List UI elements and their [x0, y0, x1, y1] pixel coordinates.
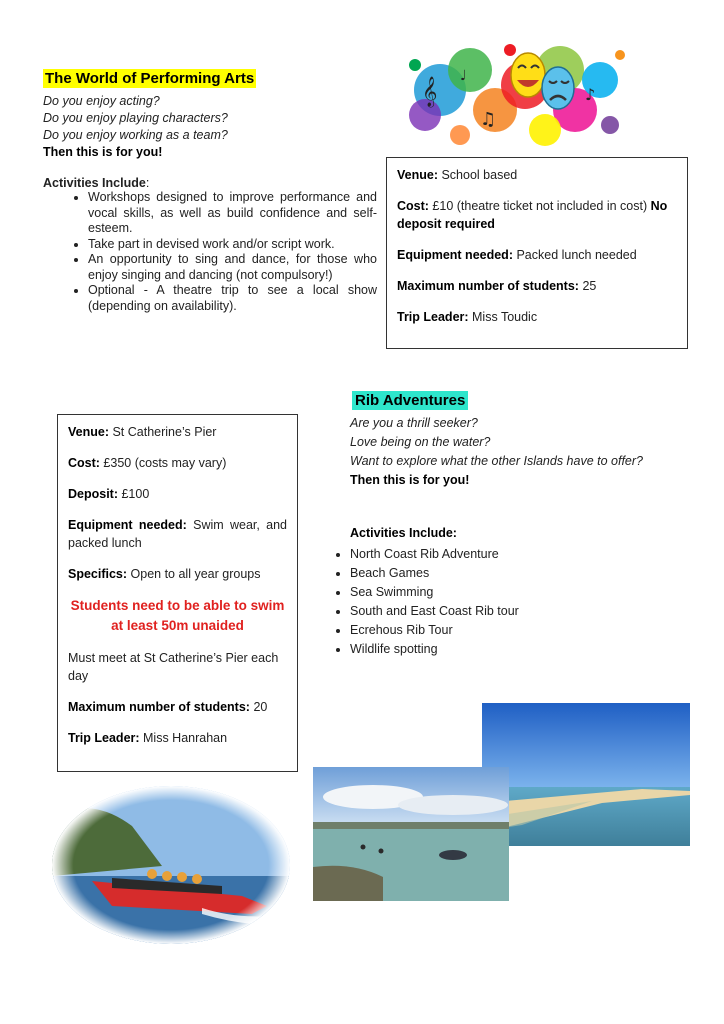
- rib-boat-photo: [52, 786, 290, 944]
- venue-label: Venue:: [68, 425, 109, 439]
- max-students-value: 25: [578, 279, 597, 293]
- venue-value: School based: [438, 168, 518, 182]
- max-students-value: 20: [249, 700, 268, 714]
- list-item: • South and East Coast Rib tour: [350, 602, 519, 621]
- intro-question: Do you enjoy playing characters?: [43, 111, 228, 125]
- equipment-label: Equipment needed:: [397, 248, 513, 262]
- equipment-row: [397, 246, 677, 264]
- swim-requirement-warning: Students need to be able to swim at least 50m unaided: [70, 598, 285, 633]
- activities-list: [43, 190, 377, 314]
- max-students-label: Maximum number of students:: [68, 700, 250, 714]
- rib-intro: [350, 414, 670, 490]
- list-item: • Workshops designed to improve performance and vocal skills, as well as build confidence and self-esteem.: [88, 190, 377, 237]
- list-item: • Optional - A theatre trip to see a local show (depending on availability).: [88, 283, 377, 314]
- equipment-row: [68, 516, 287, 552]
- max-students-row: [397, 277, 677, 295]
- intro-question: Want to explore what the other Islands have to offer?: [350, 454, 643, 468]
- cost-value: £350 (costs may vary): [99, 456, 227, 470]
- deposit-value: £100: [118, 487, 150, 501]
- equipment-label: Equipment needed:: [68, 518, 187, 532]
- venue-label: Venue:: [397, 168, 438, 182]
- intro-question: Do you enjoy acting?: [43, 94, 160, 108]
- rib-info-box: [57, 414, 298, 772]
- performing-arts-info-box: [386, 157, 688, 349]
- intro-tagline: Then this is for you!: [350, 473, 470, 487]
- cost-note: No deposit required: [397, 199, 668, 231]
- trip-leader-value: Miss Hanrahan: [139, 731, 228, 745]
- rib-activities-list: [326, 545, 519, 659]
- rib-adventures-title: Rib Adventures: [352, 391, 468, 410]
- cost-row: [397, 197, 677, 233]
- max-students-row: [68, 698, 287, 716]
- list-item: • North Coast Rib Adventure: [350, 545, 519, 564]
- cost-value: £10 (theatre ticket not included in cost): [428, 199, 651, 213]
- activities-heading-colon: :: [145, 176, 150, 190]
- theatre-masks-image: [400, 30, 630, 160]
- list-item: • Wildlife spotting: [350, 640, 519, 659]
- svg-text:♫: ♫: [480, 109, 497, 130]
- cost-label: Cost:: [68, 456, 100, 470]
- intro-tagline: Then this is for you!: [43, 145, 163, 159]
- list-item: • Beach Games: [350, 564, 519, 583]
- specifics-value: Open to all year groups: [127, 567, 261, 581]
- performing-arts-intro: [43, 93, 383, 161]
- list-item: • Ecrehous Rib Tour: [350, 621, 519, 640]
- venue-row: [68, 423, 287, 441]
- svg-text:♩: ♩: [460, 68, 467, 84]
- specifics-label: Specifics:: [68, 567, 128, 581]
- svg-text:𝄞: 𝄞: [422, 77, 438, 107]
- specifics-row: [68, 565, 287, 583]
- equipment-value: Packed lunch needed: [512, 248, 637, 262]
- sandbank-beach-photo: [482, 703, 690, 846]
- deposit-row: [68, 485, 287, 503]
- trip-leader-label: Trip Leader:: [397, 310, 469, 324]
- list-item: • Sea Swimming: [350, 583, 519, 602]
- rib-activities-heading: Activities Include:: [350, 526, 457, 540]
- intro-question: Love being on the water?: [350, 435, 491, 449]
- intro-question: Are you a thrill seeker?: [350, 416, 478, 430]
- venue-row: [397, 166, 677, 184]
- cost-label: Cost:: [397, 199, 429, 213]
- trip-leader-label: Trip Leader:: [68, 731, 140, 745]
- trip-leader-value: Miss Toudic: [468, 310, 538, 324]
- shoreline-swimmers-photo: [313, 767, 509, 901]
- deposit-label: Deposit:: [68, 487, 118, 501]
- activities-heading-label: Activities Include: [43, 176, 146, 190]
- trip-leader-row: [397, 308, 677, 326]
- performing-arts-title: The World of Performing Arts: [45, 70, 255, 87]
- intro-question: Do you enjoy working as a team?: [43, 128, 228, 142]
- equipment-value: Swim wear, and packed lunch: [68, 518, 287, 550]
- activities-heading: [43, 176, 149, 190]
- list-item: • An opportunity to sing and dance, for those who enjoy singing and dancing (not compulsory!): [88, 252, 377, 283]
- venue-value: St Catherine’s Pier: [109, 425, 217, 439]
- max-students-label: Maximum number of students:: [397, 279, 579, 293]
- list-item: • Take part in devised work and/or script work.: [88, 237, 377, 253]
- trip-leader-row: [68, 729, 287, 747]
- cost-row: [68, 454, 287, 472]
- svg-text:♪: ♪: [585, 85, 596, 104]
- meeting-point: Must meet at St Catherine’s Pier each day: [68, 651, 279, 683]
